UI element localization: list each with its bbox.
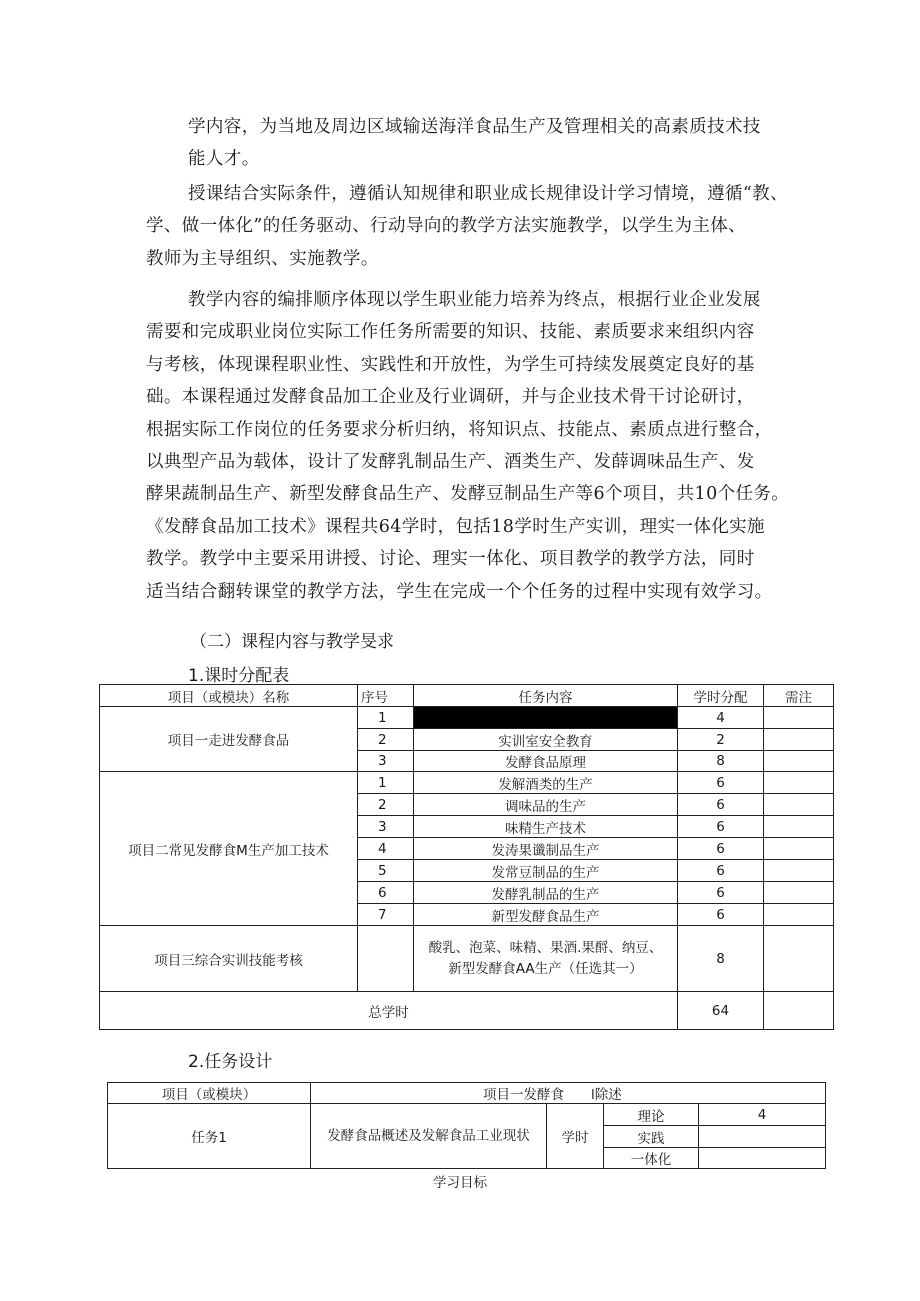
section-heading: （二）课程内容与教学旻求 bbox=[190, 632, 394, 652]
row-number: 1 bbox=[358, 772, 414, 794]
task-name: 发酵食品概述及发解食品工业现状 bbox=[311, 1104, 547, 1169]
row-hours: 6 bbox=[678, 838, 764, 860]
row-notes bbox=[764, 904, 834, 926]
theory-value: 4 bbox=[699, 1104, 826, 1126]
row-hours: 6 bbox=[678, 794, 764, 816]
paragraph-line: 《发酵食品加工技术》课程共64学时，包括18学时生产实训，理实一体化实施 bbox=[146, 516, 765, 537]
row-hours: 2 bbox=[678, 729, 764, 751]
paragraph-line: 与考核，体现课程职业性、实践性和开放性，为学生可持续发展奠定良好的基 bbox=[146, 354, 755, 375]
row-number: 2 bbox=[358, 729, 414, 751]
task-design-table bbox=[107, 1082, 826, 1169]
table1-title: 1.课时分配表 bbox=[188, 666, 290, 686]
paragraph-line: 需要和完成职业岗位实际工作任务所需要的知识、技能、素质要求来组织内容 bbox=[146, 322, 755, 343]
row-task: 发酵食品原理 bbox=[414, 751, 678, 772]
paragraph-line: 学内容，为当地及周边区域输送海洋食品生产及管理相关的高素质技术技 bbox=[188, 117, 761, 137]
table2-title: 2.任务设计 bbox=[188, 1052, 273, 1072]
table-header-row bbox=[100, 685, 834, 707]
project1-name: 项目一走进发酵食品 bbox=[100, 707, 358, 772]
row-task: 发解酒类的生产 bbox=[414, 772, 678, 794]
total-label: 总学时 bbox=[100, 992, 678, 1030]
row-task: 新型发酵食品生产 bbox=[414, 904, 678, 926]
row-number: 7 bbox=[358, 904, 414, 926]
paragraph-line: 授课结合实际条件，遵循认知规律和职业成长规律设计学习情境，遵循“教、 bbox=[188, 184, 789, 204]
practice-value bbox=[699, 1126, 826, 1148]
row-task: 发常豆制品的生产 bbox=[414, 860, 678, 882]
task-label: 任务1 bbox=[108, 1104, 311, 1169]
paragraph-3 bbox=[146, 284, 836, 608]
row-notes bbox=[764, 992, 834, 1030]
row-notes bbox=[764, 794, 834, 816]
row-task: 酸乳、泡菜、味精、果酒.果酹、纳豆、新型发酵食AA生产（任选其一） bbox=[414, 926, 678, 992]
row-number: 6 bbox=[358, 882, 414, 904]
row-hours: 6 bbox=[678, 816, 764, 838]
row-hours: 8 bbox=[678, 926, 764, 992]
hours-allocation-table bbox=[99, 684, 834, 1030]
row-task: 调味品的生产 bbox=[414, 794, 678, 816]
theory-label: 理论 bbox=[604, 1104, 699, 1126]
paragraph-line: 适当结合翻转课堂的教学方法，学生在完成一个个任务的过程中实现有效学习。 bbox=[146, 581, 773, 602]
row-number: 1 bbox=[358, 707, 414, 729]
redacted-task-cell bbox=[414, 707, 678, 729]
row-number bbox=[358, 926, 414, 992]
paragraph-line: 根据实际工作岗位的任务要求分析归纳，将知识点、技能点、素质点进行整合， bbox=[146, 419, 773, 440]
row-notes bbox=[764, 926, 834, 992]
row-notes bbox=[764, 772, 834, 794]
row-notes bbox=[764, 729, 834, 751]
paragraph-line: 教师为主导组织、实施教学。 bbox=[146, 248, 379, 269]
paragraph-line: 学、做一体化”的任务驱动、行动导向的教学方法实施教学，以学生为主体、 bbox=[146, 216, 747, 237]
row-number: 4 bbox=[358, 838, 414, 860]
row-notes bbox=[764, 860, 834, 882]
integrated-value bbox=[699, 1148, 826, 1169]
header-notes: 需注 bbox=[764, 685, 834, 707]
table-row bbox=[100, 926, 834, 992]
row-number: 3 bbox=[358, 751, 414, 772]
paragraph-line: 础。本课程通过发酵食品加工企业及行业调研，并与企业技术骨干讨论研讨， bbox=[146, 387, 755, 408]
paragraph-line: 以典型产品为载体，设计了发酵乳制品生产、酒类生产、发薛调味品生产、发 bbox=[146, 452, 755, 473]
row-number: 2 bbox=[358, 794, 414, 816]
row-hours: 6 bbox=[678, 882, 764, 904]
row-hours: 6 bbox=[678, 772, 764, 794]
row-hours: 4 bbox=[678, 707, 764, 729]
header-task-content: 任务内容 bbox=[414, 685, 678, 707]
paragraph-2 bbox=[146, 178, 836, 275]
header-project-name: 项目（或模块）名称 bbox=[100, 685, 358, 707]
row-hours: 6 bbox=[678, 904, 764, 926]
paragraph-line: 教学。教学中主要采用讲授、讨论、理实一体化、项目教学的教学方法，同时 bbox=[146, 549, 755, 570]
paragraph-line: 酵果蔬制品生产、新型发酵食品生产、发酵豆制品生产等6个项目，共10个任务。 bbox=[146, 484, 790, 505]
row-notes bbox=[764, 707, 834, 729]
paragraph-1 bbox=[146, 111, 836, 176]
module-value: 项目一发酵食 l除述 bbox=[311, 1083, 826, 1104]
table-total-row bbox=[100, 992, 834, 1030]
project3-name: 项目三综合实训技能考核 bbox=[100, 926, 358, 992]
total-hours: 64 bbox=[678, 992, 764, 1030]
row-number: 3 bbox=[358, 816, 414, 838]
practice-label: 实践 bbox=[604, 1126, 699, 1148]
header-hours: 学时分配 bbox=[678, 685, 764, 707]
row-notes bbox=[764, 816, 834, 838]
integrated-label: 一体化 bbox=[604, 1148, 699, 1169]
project2-name: 项目二常见发酵食M生产加工技术 bbox=[100, 772, 358, 926]
header-number: 序号 bbox=[358, 685, 414, 707]
paragraph-line: 能人才。 bbox=[188, 149, 260, 170]
row-hours: 6 bbox=[678, 860, 764, 882]
hours-label: 学时 bbox=[547, 1104, 604, 1169]
row-number: 5 bbox=[358, 860, 414, 882]
row-task: 发酵乳制品的生产 bbox=[414, 882, 678, 904]
row-notes bbox=[764, 838, 834, 860]
module-label: 项目（或模块） bbox=[108, 1083, 311, 1104]
row-task: 味精生产技术 bbox=[414, 816, 678, 838]
table-row bbox=[108, 1104, 826, 1126]
table-row bbox=[100, 707, 834, 729]
row-hours: 8 bbox=[678, 751, 764, 772]
paragraph-line: 教学内容的编排顺序体现以学生职业能力培养为终点，根据行业企业发展 bbox=[188, 290, 761, 310]
row-notes bbox=[764, 751, 834, 772]
learning-objectives-label: 学习目标 bbox=[433, 1175, 487, 1191]
table-row bbox=[100, 772, 834, 794]
row-task: 实训室安全教育 bbox=[414, 729, 678, 751]
table-row bbox=[108, 1083, 826, 1104]
row-task: 发涛果谶制品生产 bbox=[414, 838, 678, 860]
row-notes bbox=[764, 882, 834, 904]
